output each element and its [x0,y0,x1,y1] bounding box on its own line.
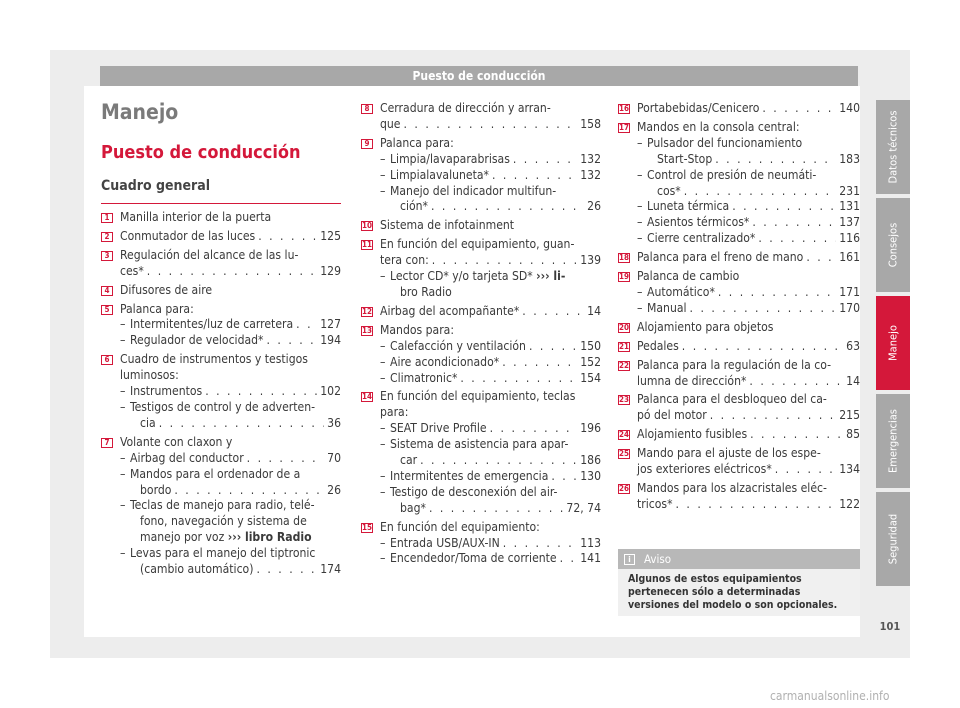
page-ref: 231 [839,183,860,198]
dot-leader [684,184,836,200]
dot-leader [267,333,318,349]
entry-line [120,264,341,280]
page-number: 101 [879,620,901,633]
callout-number: 9 [361,139,373,149]
callout-number: 3 [101,251,113,261]
entry-line: En función del equipamiento: [380,519,540,534]
index-entry [618,339,860,358]
index-entry [101,229,341,248]
entry-text: Airbag del acompañante* [380,303,520,318]
sub-line: manejo por voz ››› libro Radio [140,530,312,545]
cross-reference: ››› libro Radio [227,530,312,545]
sub-entry [380,536,601,552]
dot-leader [750,427,843,443]
index-entry [361,136,601,219]
index-entry [361,323,601,390]
entry-line: Mandos para: [380,322,455,337]
callout-number: 25 [619,449,630,459]
sub-entry [380,437,601,469]
entry-text: que [380,116,401,131]
entry-line: Mando para el ajuste de los espe- [637,446,821,461]
sub-line: – Teclas de manejo para radio, telé- [130,498,315,513]
entry-text: bag* [400,500,426,515]
sub-line [390,371,601,387]
entry-text: – Airbag del conductor [130,450,244,465]
entry-text: Alojamiento fusibles [637,427,748,442]
dot-leader [502,355,577,371]
sub-entry [120,317,341,333]
sub-entry [120,546,341,578]
dot-leader [431,199,584,215]
sub-line [390,355,601,371]
callout-number: 18 [619,253,630,263]
page-ref: 134 [839,462,860,477]
entry-line: En función del equipamiento, teclas [380,389,576,404]
entry-line: Volante con claxon y [120,434,233,449]
entry-text: cos* [657,183,681,198]
sub-entry [120,467,341,499]
index-entry [618,392,860,427]
sub-line [130,416,341,432]
dot-leader [147,264,317,280]
entry-text: – Aire acondicionado* [390,354,500,369]
entry-text: – Limpialavaluneta* [390,167,489,182]
page-ref: 196 [580,421,601,436]
callout-number: 13 [362,325,373,335]
tab-emergencias[interactable]: Emergencias [876,394,910,488]
entry-text: Palanca para el freno de mano [637,250,804,265]
dot-leader [247,451,324,467]
entry-text: – Asientos térmicos* [647,215,750,230]
entry-text: Pedales [637,338,679,353]
dot-leader [758,231,836,247]
page-ref: 186 [580,453,601,468]
entry-line: luminosos: [120,368,179,383]
page-ref: 132 [580,151,601,166]
index-entry [361,389,601,519]
entry-line [637,339,860,355]
note-box [618,549,860,616]
sub-line [390,453,601,469]
sub-line [130,384,341,400]
dot-leader [551,469,577,485]
callout-number: 26 [619,483,630,493]
callout-number: 1 [101,213,113,223]
entry-text: – Manual [647,300,687,315]
sub-entry [380,269,601,301]
page-ref: 36 [327,415,341,430]
dot-leader [503,536,577,552]
callout-number: 24 [619,430,630,440]
page-ref: 14 [846,373,860,388]
index-entry [618,427,860,446]
callout-number: 12 [362,306,373,316]
page-ref: 127 [320,317,341,332]
page-ref: 194 [320,333,341,348]
index-entry [618,358,860,393]
entry-line: Regulación del alcance de las lu- [120,247,299,262]
sub-entry [380,168,601,184]
section-title: Puesto de conducción [101,142,301,163]
dot-leader [404,117,578,133]
page-ref: 102 [320,384,341,399]
callout-number: 17 [619,122,630,132]
entry-line: Mandos en la consola central: [637,119,800,134]
page-ref: 131 [839,199,860,214]
sub-entry [380,485,601,517]
entry-text: tera con: [380,253,429,268]
entry-text: (cambio automático) [140,562,254,577]
spacer [637,513,860,516]
entry-text: ces* [120,263,144,278]
page-ref: 183 [839,151,860,166]
sub-entry [120,400,341,432]
watermark: carmanualsonline.info [770,689,890,703]
entry-text: – Limpia/lavaparabrisas [390,151,510,166]
callout-number: 11 [362,240,373,250]
sub-line [390,536,601,552]
dot-leader [749,374,843,390]
sub-line [390,152,601,168]
index-entry [618,269,860,320]
sub-entry [380,152,601,168]
entry-text: – Intermitentes de emergencia [390,468,549,483]
note-title: Aviso [644,552,672,566]
sub-line: – Control de presión de neumáti- [647,167,817,182]
dot-leader [256,562,317,578]
entry-line [637,427,860,443]
page-ref: 161 [839,250,860,265]
entry-line [637,408,860,424]
entry-text: Start-Stop [657,151,713,166]
dot-leader [732,199,836,215]
sub-line: – Sistema de asistencia para apar- [390,437,569,452]
sub-entry [120,498,341,546]
entry-line: Palanca para: [380,135,454,150]
entry-line [637,101,860,117]
page-ref: 141 [580,551,601,566]
page-ref: 70 [327,450,341,465]
entry-line [637,462,860,478]
page-ref: 72, 74 [566,500,601,515]
page-ref: 63 [846,338,860,353]
dot-leader [715,152,836,168]
callout-number: 8 [361,104,373,114]
tab-datos-tecnicos[interactable]: Datos técnicos [876,100,910,194]
dot-leader [682,339,843,355]
entry-line [380,253,601,269]
sub-line [130,451,341,467]
entry-line: Palanca para el desbloqueo del ca- [637,392,827,407]
sub-line: – Testigo de desconexión del air- [390,484,558,499]
index-entry [361,237,601,304]
dot-leader [775,462,836,478]
dot-leader [205,384,317,400]
sub-line: – Levas para el manejo del tiptronic [130,546,316,561]
tab-seguridad[interactable]: Seguridad [876,492,910,586]
sub-line [647,285,860,301]
index-column-1 [101,210,341,581]
sub-entry [637,285,860,301]
callout-number: 14 [362,392,373,402]
sub-entry [637,215,860,231]
sub-entry [637,168,860,200]
entry-text: – Calefacción y ventilación [390,338,526,353]
callout-number: 7 [101,438,113,448]
dot-leader [690,301,837,317]
index-entry [101,248,341,283]
page-ref: 26 [587,199,601,214]
sub-line [390,469,601,485]
index-entry [361,101,601,136]
dot-leader [676,497,837,513]
sub-line: – Pulsador del funcionamiento [647,135,803,150]
sub-entry [380,184,601,216]
spacer [380,567,601,570]
page-ref: 171 [839,284,860,299]
page-ref: 26 [327,482,341,497]
dot-leader [522,304,584,320]
sub-line [647,231,860,247]
sub-entry [380,355,601,371]
sub-line: – Mandos para el ordenador de a [130,466,301,481]
cross-reference: ››› li- [536,269,566,284]
entry-line [120,229,341,245]
sub-line [390,199,601,215]
callout-number: 19 [619,272,630,282]
dot-leader [492,168,577,184]
page-ref: 215 [839,408,860,423]
sub-line [130,562,341,578]
entry-line: Sistema de infotainment [380,218,515,233]
entry-line [637,250,860,266]
sub-entry [637,231,860,247]
entry-line: Cuadro de instrumentos y testigos [120,352,308,367]
dot-leader [752,215,836,231]
entry-line [380,304,601,320]
sub-line [390,421,601,437]
page-ref: 158 [580,116,601,131]
title-rule [101,203,341,204]
dot-leader [806,250,836,266]
entry-text: lumna de dirección* [637,373,747,388]
sub-line: fono, navegación y sistema de [140,514,307,529]
callout-number: 21 [619,341,630,351]
entry-line: Palanca de cambio [637,269,740,284]
running-header: Puesto de conducción [100,66,858,86]
entry-text: – Automático* [647,284,715,299]
dot-leader [718,285,836,301]
index-entry [101,283,341,302]
sub-line [130,317,341,333]
page-ref: 129 [320,263,341,278]
entry-line: Alojamiento para objetos [637,319,774,334]
entry-text: Conmutador de las luces [120,228,256,243]
sub-line [130,333,341,349]
index-entry [361,218,601,237]
entry-text: – Luneta térmica [647,199,730,214]
dot-leader [296,317,317,333]
sub-line: – Lector CD* y/o tarjeta SD* ››› li- [390,269,566,284]
page-ref: 113 [580,535,601,550]
sub-entry [120,451,341,467]
entry-text: jos exteriores eléctricos* [637,462,772,477]
sub-line [647,301,860,317]
index-entry [618,446,860,481]
callout-number: 20 [619,322,630,332]
index-entry [618,101,860,120]
info-icon: i [624,554,635,565]
sub-entry [637,136,860,168]
sub-entry [120,333,341,349]
entry-text: – SEAT Drive Profile [390,421,487,436]
chapter-title: Manejo [101,100,179,124]
callout-number: 16 [619,104,630,113]
sub-line [390,501,601,517]
sub-line [130,483,341,499]
page-ref: 154 [580,370,601,385]
sub-entry [380,421,601,437]
callout-number: 4 [101,286,113,296]
index-entry [361,304,601,323]
sub-line [647,215,860,231]
sub-line: – Testigos de control y de adverten- [130,399,316,414]
page-ref: 116 [839,231,860,246]
entry-text: Portabebidas/Cenicero [637,101,760,115]
note-header [618,549,860,569]
sub-line [390,168,601,184]
dot-leader [420,453,577,469]
page-ref: 137 [839,215,860,230]
sub-line [647,152,860,168]
index-entry [361,520,601,571]
page-ref: 132 [580,167,601,182]
index-column-2 [361,101,601,570]
page-ref: 14 [587,303,601,318]
entry-text: car [400,453,418,468]
tab-consejos[interactable]: Consejos [876,198,910,292]
note-text: Algunos de estos equipamientos pertenecen sólo a determinadas versiones del modelo o son opcionales. [628,573,838,611]
index-column-3 [618,101,860,516]
sub-line [647,199,860,215]
dot-leader [490,421,578,437]
callout-number: 15 [362,522,373,532]
sub-line: – Manejo del indicador multifun- [390,183,557,198]
page-ref: 130 [580,468,601,483]
sub-line [390,551,601,567]
entry-text: – Encendedor/Toma de corriente [390,551,557,566]
entry-line: Manilla interior de la puerta [120,210,272,224]
dot-leader [432,253,577,269]
entry-line: para: [380,405,409,420]
index-entry [101,352,341,435]
dot-leader [529,339,577,355]
entry-line [380,117,601,133]
callout-number: 6 [101,355,113,365]
dot-leader [513,152,577,168]
index-entry [618,320,860,339]
entry-text: – Entrada USB/AUX-IN [390,535,500,550]
entry-text: – Climatronic* [390,370,458,385]
index-entry [618,481,860,516]
index-entry [101,302,341,353]
entry-text: cia [140,415,156,430]
entry-text: bordo [140,482,172,497]
sub-entry [380,371,601,387]
sub-entry [380,469,601,485]
dot-leader [258,229,317,245]
callout-number: 2 [101,232,113,242]
entry-text: tricos* [637,496,673,511]
dot-leader [710,408,836,424]
entry-text: – Intermitentes/luz de carretera [130,317,294,332]
page-ref: 139 [580,253,601,268]
callout-number: 23 [619,395,630,405]
index-entry [101,210,341,229]
sub-line [647,184,860,200]
dot-leader [460,371,577,387]
entry-text: pó del motor [637,408,707,423]
page-ref: 152 [580,354,601,369]
entry-text: – Regulador de velocidad* [130,333,264,348]
index-entry [101,435,341,581]
page-ref: 150 [580,338,601,353]
dot-leader [159,416,324,432]
dot-leader [560,551,578,567]
callout-number: 22 [619,360,630,370]
entry-line: Cerradura de dirección y arran- [380,101,551,115]
index-entry [618,120,860,250]
sub-line: bro Radio [400,284,452,299]
entry-line [637,374,860,390]
page-ref: 122 [839,496,860,511]
page-ref: 85 [846,427,860,442]
entry-line: Difusores de aire [120,282,213,297]
entry-text: – Cierre centralizado* [647,231,756,246]
subsection-title: Cuadro general [101,178,211,194]
sub-line [390,339,601,355]
spacer [120,578,341,581]
sub-entry [380,339,601,355]
entry-text: ción* [400,199,428,214]
sub-entry [380,551,601,567]
tab-manejo[interactable]: Manejo [876,296,910,390]
page-ref: 170 [839,300,860,315]
entry-line: Mandos para los alzacristales eléc- [637,480,827,495]
index-entry [618,250,860,269]
entry-line: En función del equipamiento, guan- [380,237,575,252]
sub-entry [637,301,860,317]
entry-text: – Instrumentos [130,384,203,399]
callout-number: 5 [101,305,113,315]
sub-entry [120,384,341,400]
entry-line: Palanca para la regulación de la co- [637,357,832,372]
callout-number: 10 [362,221,373,231]
sub-entry [637,199,860,215]
dot-leader [174,483,324,499]
page-ref: 125 [320,228,341,243]
page-ref: 140 [839,101,860,115]
page-ref: 174 [320,562,341,577]
entry-line [637,497,860,513]
entry-line: Palanca para: [120,301,194,316]
dot-leader [762,101,836,117]
dot-leader [429,501,563,517]
